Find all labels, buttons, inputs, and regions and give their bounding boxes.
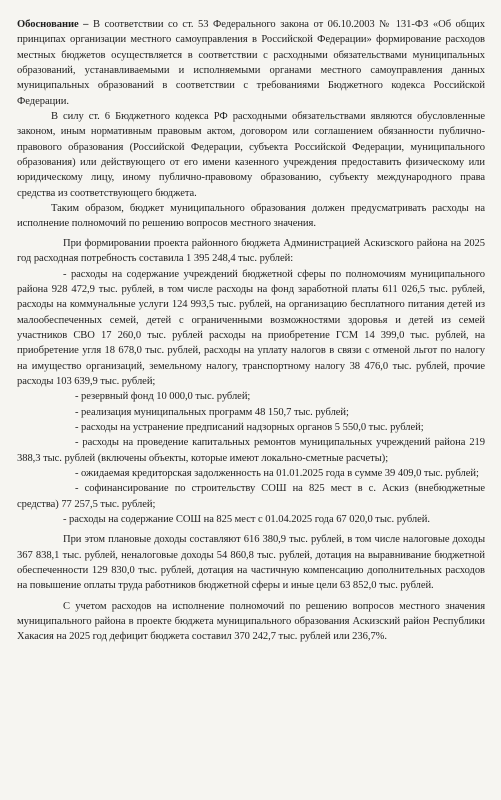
paragraph-revenue: При этом плановые доходы составляют 616 380,9 тыс. рублей, в том числе налоговые доходы 367 838,1 тыс. рублей, неналоговые доходы 54 860,8 тыс. рублей, дотация на выравнивание бюджетной обеспеченности 129 830,0 тыс. рублей, дотация на частичную компенсацию дополнительных расходов на повышение оплаты труда работников бюджетной сферы и иные цели 63 852,0 тыс. рублей.	[17, 534, 485, 592]
lead-term: Обоснование –	[17, 19, 89, 30]
list-item: - ожидаемая кредиторская задолженность на 01.01.2025 года в сумме 39 409,0 тыс. рублей;	[75, 467, 479, 479]
paragraph-justification	[17, 17, 485, 109]
list-item: - софинансирование по строительству СОШ на 825 мест в с. Аскиз (внебюджетные средства) 77 257,5 тыс. рублей;	[17, 483, 485, 510]
list-item: - резервный фонд 10 000,0 тыс. рублей;	[75, 391, 251, 403]
paragraph-deficit: С учетом расходов на исполнение полномочий по решению вопросов местного значения муниципального района в проекте бюджета муниципального образования Аскизский район Республики Хакасия на 2025 год дефицит бюджета составил 370 242,7 тыс. рублей или 236,7%.	[17, 600, 485, 643]
paragraph-text: В соответствии со ст. 53 Федерального закона от 06.10.2003 № 131-ФЗ «Об общих принципах организации местного самоуправления в Российской Федерации» формирование расходов местных бюджетов осуществляется в соответствии с расходными обязательствами муниципальных образований, устанавливаемыми и исполняемыми органами местного самоуправления данных муниципальных образований в соответствии с требованиями Бюджетного кодекса Российской Федерации.	[17, 19, 485, 107]
list-item: - расходы на содержание учреждений бюджетной сферы по полномочиям муниципального района 928 472,9 тыс. рублей, в том числе расходы на фонд заработной платы 611 026,5 тыс. рублей, расходы на коммунальные услуги 124 993,5 тыс. рублей, на организацию бесплатного питания детей из малообеспеченных семей, детей с ограниченными возможностями здоровья и детей из семей участников СВО 17 260,0 тыс. рублей расходы на приобретение ГСМ 14 399,0 тыс. рублей, на приобретение угля 18 678,0 тыс. рублей, расходы на уплату налогов в связи с отменой льгот по налогу на имущество организаций, земельному налогу, транспортному налогу 38 476,0 тыс. рублей, прочие расходы 103 639,9 тыс. рублей;	[17, 268, 485, 387]
list-item: - расходы на проведение капитальных ремонтов муниципальных учреждений района 219 388,3 тыс. рублей (включены объекты, которые имеют локально-сметные расчеты);	[17, 437, 485, 464]
paragraph-need: При формировании проекта районного бюджета Администрацией Аскизского района на 2025 год расходная потребность составила 1 395 248,4 тыс. рублей:	[17, 237, 485, 265]
list-item: - расходы на содержание СОШ на 825 мест с 01.04.2025 года 67 020,0 тыс. рублей.	[63, 514, 430, 525]
list-item: - расходы на устранение предписаний надзорных органов 5 550,0 тыс. рублей;	[75, 421, 424, 433]
list-item: - реализация муниципальных программ 48 150,7 тыс. рублей;	[75, 406, 349, 418]
paragraph-budget-code: В силу ст. 6 Бюджетного кодекса РФ расходными обязательствами являются обусловленные законом, иным нормативным правовым актом, договором или соглашением обязанности публично-правового образования (Российской Федерации, субъекта Российской Федерации, муниципального образования) или действующего от его имени казенного учреждения предоставить физическому или юридическому лицу, иному публично-правовому образованию, субъекту международного права средства из соответствующего бюджета.	[17, 111, 485, 199]
paragraph-conclusion: Таким образом, бюджет муниципального образования должен предусматривать расходы на исполнение полномочий по решению вопросов местного значения.	[17, 203, 485, 230]
